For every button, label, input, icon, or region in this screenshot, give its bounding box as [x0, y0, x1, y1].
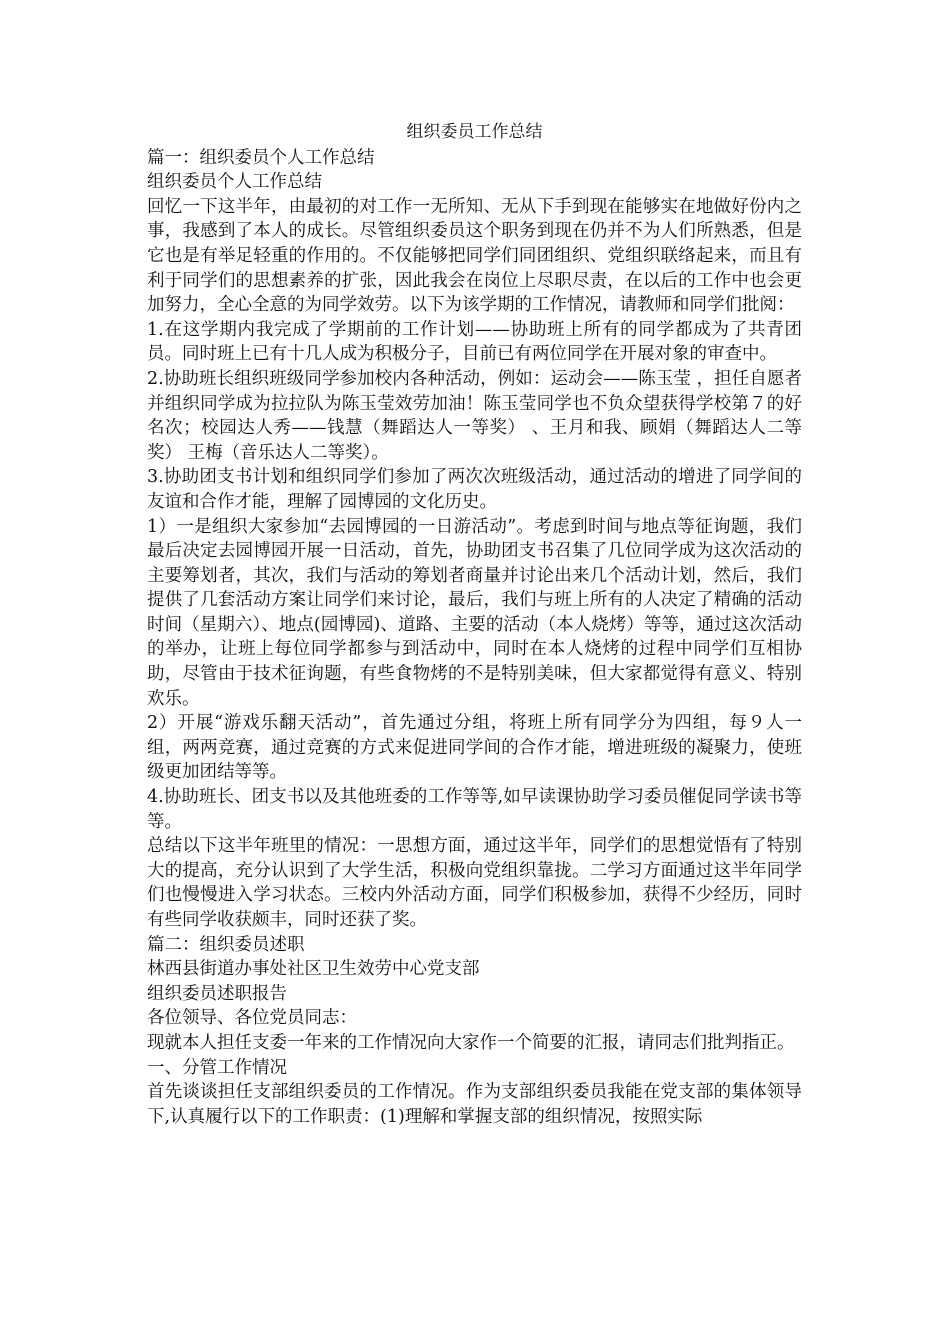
paragraph-item-3: 3.协助团支书计划和组织同学们参加了两次次班级活动，通过活动的增进了同学间的友谊和合作才能，理解了园博园的文化历史。 [147, 467, 802, 512]
paragraph-item-2: 2.协助班长组织班级同学参加校内各种活动，例如：运动会——陈玉莹 ，担任自愿者并组织同学成为拉拉队为陈玉莹效劳加油！陈玉莹同学也不负众望获得学校第７的好名次；校园达人秀——钱慧（舞蹈达人一等奖） 、王月和我、顾娟（舞蹈达人二等奖） 王梅（音乐达人二等奖）。 [147, 368, 802, 463]
paragraph-report-title: 组织委员述职报告 [147, 983, 287, 1004]
paragraph-subitem-1: 1）一是组织大家参加“去园博园的一日游活动”。考虑到时间与地点等征询题，我们最后决定去园博园开展一日活动，首先，协助团支书召集了几位同学成为这次活动的主要筹划者，其次，我们与活动的筹划者商量并讨论出来几个活动计划，然后，我们提供了几套活动方案让同学们来讨论，最后，我们与班上所有的人决定了精确的活动时间（星期六）、地点(园博园)、道路、主要的活动（本人烧烤）等等，通过这次活动的举办，让班上每位同学都参与到活动中，同时在本人烧烤的过程中同学们互相协助，尽管由于技术征询题，有些食物烤的不是特别美味，但大家都觉得有意义、特别欢乐。 [147, 516, 802, 709]
paragraph-intro: 回忆一下这半年，由最初的对工作一无所知、无从下手到现在能够实在地做好份内之事，我感到了本人的成长。尽管组织委员这个职务到现在仍并不为人们所熟悉，但是它也是有举足轻重的作用的。不仅能够把同学们同团组织、党组织联络起来，而且有利于同学们的思想素养的扩张，因此我会在岗位上尽职尽责，在以后的工作中也会更加努力，全心全意的为同学效劳。以下为该学期的工作情况，请教师和同学们批阅： [147, 196, 802, 316]
paragraph-duties: 首先谈谈担任支部组织委员的工作情况。作为支部组织委员我能在党支部的集体领导下,认真履行以下的工作职责：(1)理解和掌握支部的组织情况，按照实际 [147, 1082, 802, 1127]
paragraph-section-heading-1: 篇一：组织委员个人工作总结 [147, 147, 375, 168]
paragraph-item-1: 1.在这学期内我完成了学期前的工作计划——协助班上所有的同学都成为了共青团员。同时班上已有十几人成为积极分子，目前已有两位同学在开展对象的审查中。 [147, 319, 802, 365]
paragraph-summary: 总结以下这半年班里的情况：一思想方面，通过这半年，同学们的思想觉悟有了特别大的提高，充分认识到了大学生活，积极向党组织靠拢。二学习方面通过这半年同学们也慢慢进入学习状态。三校内外活动方面，同学们积极参加，获得不少经历，同时有些同学收获颇丰，同时还获了奖。 [147, 836, 802, 930]
paragraph-section-heading-2: 篇二：组织委员述职 [147, 934, 305, 955]
document-title: 组织委员工作总结 [406, 122, 543, 142]
paragraph-item-4: 4.协助班长、团支书以及其他班委的工作等等,如早读课协助学习委员催促同学读书等等。 [147, 787, 802, 832]
paragraph-organization: 林西县街道办事处社区卫生效劳中心党支部 [147, 959, 480, 980]
paragraph-salutation: 各位领导、各位党员同志： [147, 1008, 357, 1029]
paragraph-subitem-2: 2）开展“游戏乐翻天活动”，首先通过分组，将班上所有同学分为四组，每９人一组，两两竞赛，通过竞赛的方式来促进同学间的合作才能，增进班级的凝聚力，使班级更加团结等等。 [147, 713, 802, 783]
paragraph-subtitle: 组织委员个人工作总结 [147, 172, 322, 193]
document-body [147, 120, 802, 1129]
paragraph-section-heading-3: 一、分管工作情况 [147, 1057, 287, 1078]
paragraph-report-intro: 现就本人担任支委一年来的工作情况向大家作一个简要的汇报，请同志们批判指正。 [147, 1032, 795, 1053]
